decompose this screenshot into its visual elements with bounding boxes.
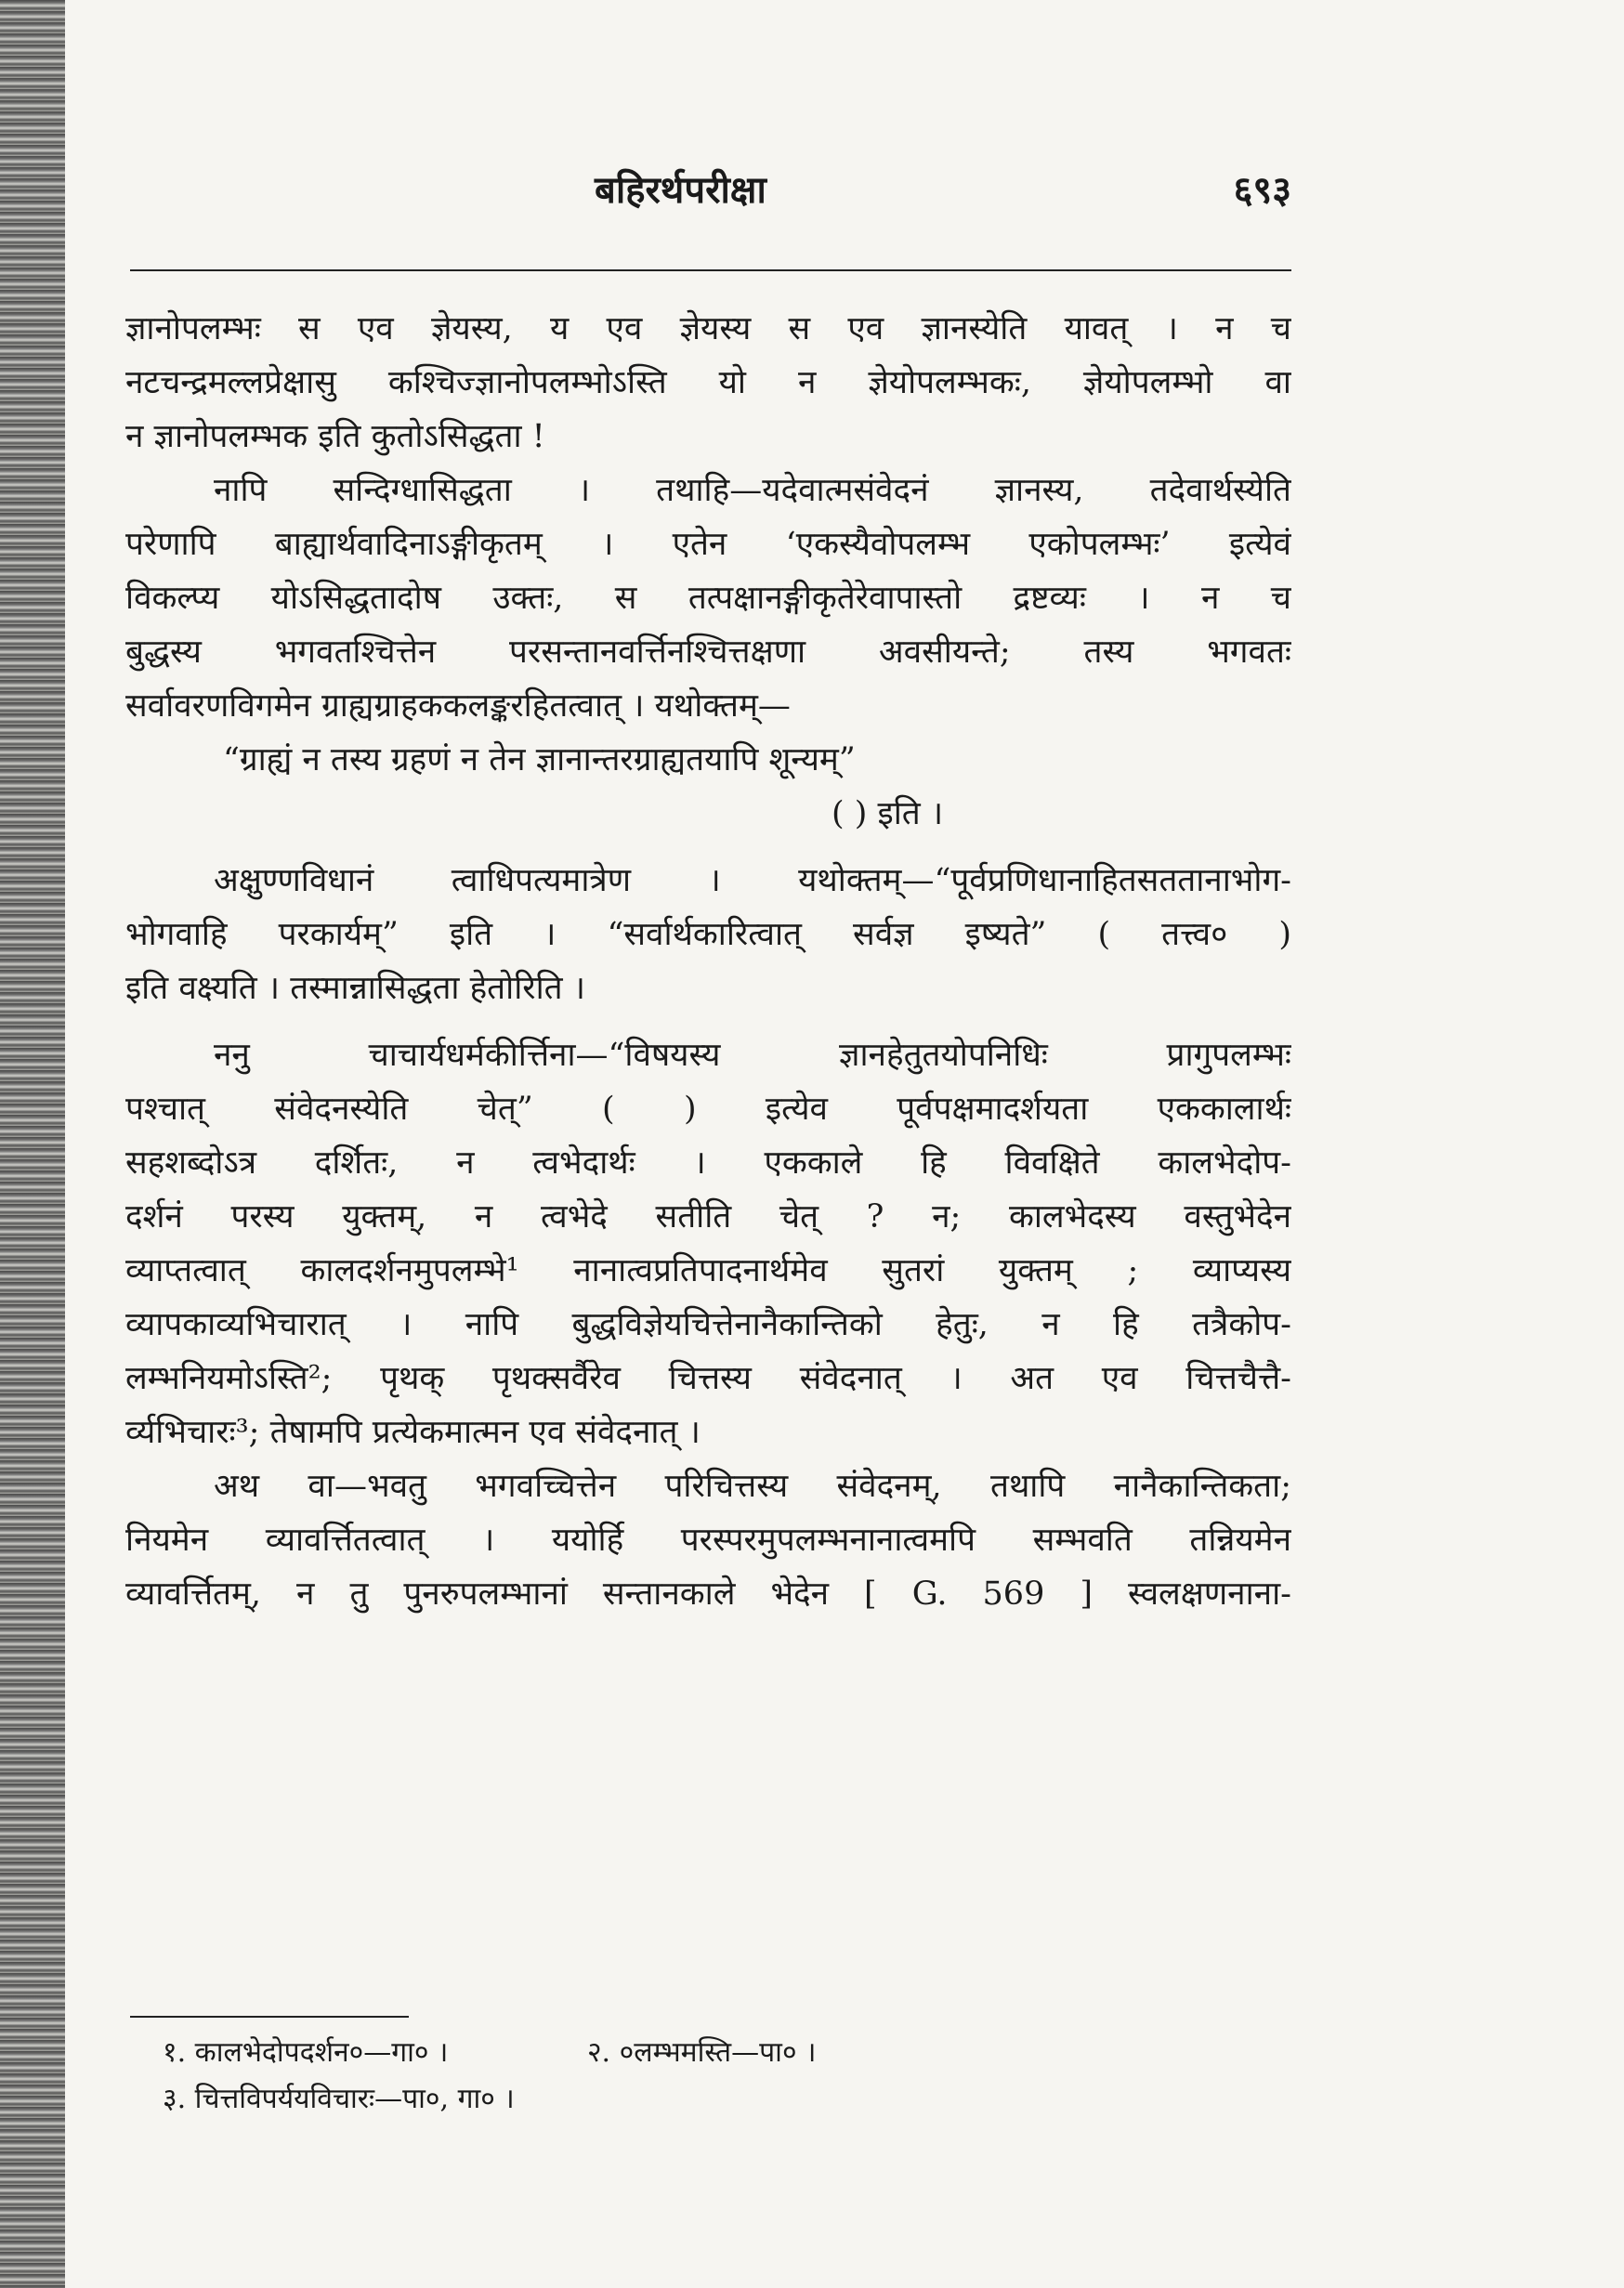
paragraph-start: ननु चाचार्यधर्मकीर्त्तिना—“विषयस्य ज्ञानहेतुतयोपनिधिः प्रागुपलम्भः: [214, 1037, 1291, 1074]
text-line: सहशब्दोऽत्र दर्शितः, न त्वभेदार्थः । एककाले हि विवक्षिते कालभेदोप-: [125, 1144, 1291, 1182]
text-line: र्व्यभिचारः³; तेषामपि प्रत्येकमात्मन एव संवेदनात् ।: [125, 1414, 701, 1451]
footnotes: [163, 2030, 1185, 2123]
text-line: भोगवाहि परकार्यम्” इति । “सर्वार्थकारित्वात् सर्वज्ञ इष्यते” ( तत्त्व० ): [125, 916, 1291, 953]
text-line: व्यावर्त्तितम्, न तु पुनरुपलम्भानां सन्तानकाले भेदेन [ G. 569 ] स्वलक्षणनाना-: [125, 1575, 1291, 1613]
text-line: परेणापि बाह्यार्थवादिनाऽङ्गीकृतम् । एतेन ‘एकस्यैवोपलम्भ एकोपलम्भः’ इत्येवं: [125, 526, 1291, 563]
footnote-3: ३. चित्तविपर्ययविचारः—पा०, गा० ।: [163, 2083, 515, 2115]
text-line: सर्वावरणविगमेन ग्राह्यग्राहककलङ्करहितत्वात् । यथोक्तम्—: [125, 687, 791, 725]
footnote-rule: [130, 2016, 409, 2018]
text-line: इति वक्ष्यति । तस्मान्नासिद्धता हेतोरिति ।: [125, 970, 585, 1007]
footnote-1: १. कालभेदोपदर्शन०—गा० ।: [163, 2036, 449, 2069]
header-rule: [130, 269, 1291, 271]
text-line: नियमेन व्यावर्त्तितत्वात् । ययोर्हि परस्परमुपलम्भनानात्वमपि सम्भवति तन्नियमेन: [125, 1522, 1291, 1559]
text-line: न ज्ञानोपलम्भक इति कुतोऽसिद्धता !: [125, 418, 545, 455]
quote-reference: ( ) इति ।: [832, 795, 944, 832]
text-line: बुद्धस्य भगवतश्चित्तेन परसन्तानवर्त्तिनश्चित्तक्षणा अवसीयन्ते; तस्य भगवतः: [125, 634, 1291, 671]
paragraph-start: अथ वा—भवतु भगवच्चित्तेन परिचित्तस्य संवेदनम्, तथापि नानैकान्तिकता;: [214, 1468, 1291, 1505]
running-title: बहिरर्थपरीक्षा: [595, 168, 766, 212]
text-line: दर्शनं परस्य युक्तम्, न त्वभेदे सतीति चेत् ? न; कालभेदस्य वस्तुभेदेन: [125, 1198, 1291, 1236]
paragraph-start: नापि सन्दिग्धासिद्धता । तथाहि—यदेवात्मसंवेदनं ज्ञानस्य, तदेवार्थस्येति: [214, 472, 1291, 509]
footnote-2: २. ०लम्भमस्ति—पा० ।: [586, 2036, 817, 2069]
text-line: व्यापकाव्यभिचारात् । नापि बुद्धविज्ञेयचित्तेनानैकान्तिको हेतुः, न हि तत्रैकोप-: [125, 1306, 1291, 1343]
main-text: [125, 302, 1291, 1621]
page-header: [130, 163, 1291, 228]
text-line: पश्चात् संवेदनस्येति चेत्” ( ) इत्येव पूर्वपक्षमादर्शयता एककालार्थः: [125, 1091, 1291, 1128]
verse-quote: “ग्राह्यं न तस्य ग्रहणं न तेन ज्ञानान्तरग्राह्यतयापि शून्यम्”: [223, 741, 856, 778]
paragraph-start: अक्षुण्णविधानं त्वाधिपत्यमात्रेण । यथोक्तम्—“पूर्वप्रणिधानाहितसततानाभोग-: [214, 862, 1291, 899]
text-line: व्याप्तत्वात् कालदर्शनमुपलम्भे¹ नानात्वप्रतिपादनार्थमेव सुतरां युक्तम् ; व्याप्यस्य: [125, 1252, 1291, 1289]
text-line: ज्ञानोपलम्भः स एव ज्ञेयस्य, य एव ज्ञेयस्य स एव ज्ञानस्येति यावत् । न च: [125, 310, 1291, 347]
page-number: ६९३: [1233, 168, 1291, 212]
book-binding-edge: [0, 0, 65, 2288]
text-line: नटचन्द्रमल्लप्रेक्षासु कश्चिज्ज्ञानोपलम्भोऽस्ति यो न ज्ञेयोपलम्भकः, ज्ञेयोपलम्भो वा: [125, 364, 1291, 401]
text-line: लम्भनियमोऽस्ति²; पृथक् पृथक्सर्वैरेव चित्तस्य संवेदनात् । अत एव चित्तचैत्तै-: [125, 1360, 1291, 1397]
text-line: विकल्प्य योऽसिद्धतादोष उक्तः, स तत्पक्षानङ्गीकृतेरेवापास्तो द्रष्टव्यः । न च: [125, 580, 1291, 617]
